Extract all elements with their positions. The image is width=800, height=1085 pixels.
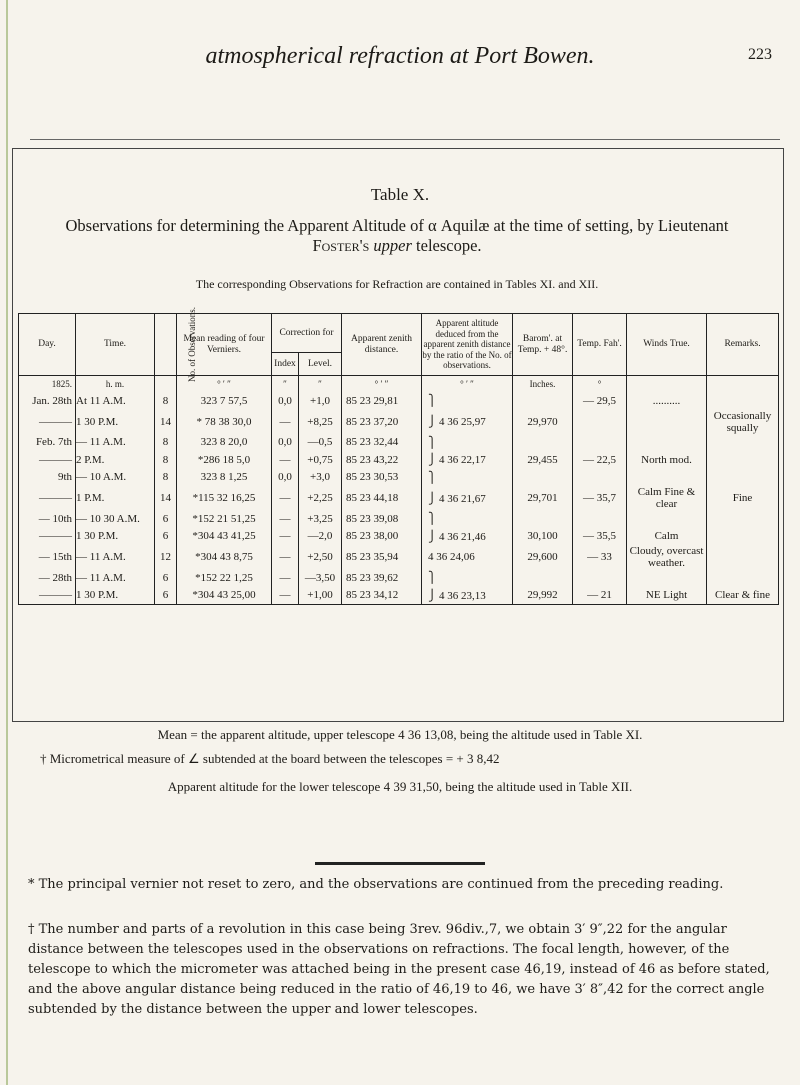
units-row bbox=[19, 376, 779, 393]
cell-level: +3,0 bbox=[299, 469, 342, 487]
cell-altitude: ⎭ 4 36 21,67 bbox=[422, 486, 513, 510]
cell-altitude: 4 36 24,06 bbox=[422, 545, 513, 569]
cell-count: 6 bbox=[155, 587, 177, 605]
cell-level: +3,25 bbox=[299, 510, 342, 528]
page-number: 223 bbox=[748, 46, 772, 63]
cell-day: Feb. 7th bbox=[19, 434, 76, 452]
cell-remark: Occasionally squally bbox=[707, 410, 779, 434]
cell-level: +1,0 bbox=[299, 392, 342, 410]
cell-zenith: 85 23 30,53 bbox=[342, 469, 422, 487]
table-row bbox=[19, 569, 779, 587]
cell-mean: *115 32 16,25 bbox=[177, 486, 272, 510]
table-row bbox=[19, 392, 779, 410]
cell-barom: 29,455 bbox=[513, 451, 573, 469]
cell-day: ——— bbox=[19, 587, 76, 605]
cell-barom: 29,992 bbox=[513, 587, 573, 605]
cell-count: 6 bbox=[155, 569, 177, 587]
cell-time: — 11 A.M. bbox=[76, 545, 155, 569]
cell-count: 8 bbox=[155, 434, 177, 452]
cell-mean: *152 22 1,25 bbox=[177, 569, 272, 587]
cell-barom bbox=[513, 434, 573, 452]
cell-time: At 11 A.M. bbox=[76, 392, 155, 410]
cell-count: 8 bbox=[155, 469, 177, 487]
table-row bbox=[19, 451, 779, 469]
cell-zenith: 85 23 43,22 bbox=[342, 451, 422, 469]
cell-wind: Cloudy, overcast weather. bbox=[627, 545, 707, 569]
cell-mean: 323 8 20,0 bbox=[177, 434, 272, 452]
cell-remark bbox=[707, 545, 779, 569]
cell-wind: Calm bbox=[627, 528, 707, 546]
table-row bbox=[19, 434, 779, 452]
cell-level: —3,50 bbox=[299, 569, 342, 587]
cell-mean: *152 21 51,25 bbox=[177, 510, 272, 528]
header-day: Day. bbox=[19, 314, 76, 376]
header-remarks: Remarks. bbox=[707, 314, 779, 376]
cell-mean: 323 8 1,25 bbox=[177, 469, 272, 487]
table-row bbox=[19, 528, 779, 546]
cell-temp: — 33 bbox=[573, 545, 627, 569]
cell-level: +1,00 bbox=[299, 587, 342, 605]
cell-altitude: ⎭ 4 36 25,97 bbox=[422, 410, 513, 434]
cell-remark: Fine bbox=[707, 486, 779, 510]
table-row bbox=[19, 469, 779, 487]
cell-level: +0,75 bbox=[299, 451, 342, 469]
page-header bbox=[0, 43, 800, 73]
cell-zenith: 85 23 32,44 bbox=[342, 434, 422, 452]
cell-wind: Calm Fine & clear bbox=[627, 486, 707, 510]
cell-index: — bbox=[272, 569, 299, 587]
cell-time: — 10 A.M. bbox=[76, 469, 155, 487]
header-barom: Barom'. at Temp. + 48°. bbox=[513, 314, 573, 376]
cell-altitude: ⎭ 4 36 21,46 bbox=[422, 528, 513, 546]
mean-line: Mean = the apparent altitude, upper telescope 4 36 13,08, being the altitude used in Table XI. bbox=[157, 727, 643, 742]
cell-remark bbox=[707, 469, 779, 487]
units-winds bbox=[627, 376, 707, 393]
cell-index: — bbox=[272, 451, 299, 469]
cell-count: 14 bbox=[155, 410, 177, 434]
caption-name: Foster's bbox=[312, 236, 370, 255]
cell-altitude: ⎫ bbox=[422, 392, 513, 410]
table-caption bbox=[12, 216, 782, 256]
cell-zenith: 85 23 29,81 bbox=[342, 392, 422, 410]
cell-zenith: 85 23 35,94 bbox=[342, 545, 422, 569]
cell-barom: 29,600 bbox=[513, 545, 573, 569]
footnote-dagger: † The number and parts of a revolution in this case being 3rev. 96div.,7, we obtain 3′ 9″,22 for the angular distance between the telescopes used in the observations on refractions. The focal length, however, of the telescope to which the micrometer was attached being in the present case 46,19, instead of 46 as before stated, and the above angular distance being reduced in the ratio of 46,19 to 46, we have 3′ 8″,42 for the correct angle subtended by the distance between the upper and lower telescopes. bbox=[28, 922, 770, 1017]
cell-time: — 11 A.M. bbox=[76, 569, 155, 587]
table-subcaption: The corresponding Observations for Refraction are contained in Tables XI. and XII. bbox=[195, 277, 599, 291]
cell-wind bbox=[627, 469, 707, 487]
cell-altitude: ⎫ bbox=[422, 434, 513, 452]
top-rule bbox=[30, 139, 780, 140]
table-title: Table X. bbox=[370, 185, 430, 204]
micrometer-line: † Micrometrical measure of ∠ subtended at the board between the telescopes = + 3 8,42 bbox=[40, 751, 500, 766]
cell-mean: *304 43 41,25 bbox=[177, 528, 272, 546]
cell-count: 14 bbox=[155, 486, 177, 510]
cell-zenith: 85 23 39,62 bbox=[342, 569, 422, 587]
caption-alpha: α bbox=[427, 216, 437, 235]
cell-count: 8 bbox=[155, 392, 177, 410]
cell-temp bbox=[573, 410, 627, 434]
cell-mean: * 78 38 30,0 bbox=[177, 410, 272, 434]
cell-day: ——— bbox=[19, 410, 76, 434]
header-time: Time. bbox=[76, 314, 155, 376]
cell-time: 1 P.M. bbox=[76, 486, 155, 510]
cell-remark bbox=[707, 392, 779, 410]
cell-remark bbox=[707, 451, 779, 469]
running-title: atmospherical refraction at Port Bowen. bbox=[205, 43, 595, 69]
units-year: 1825. bbox=[19, 376, 76, 393]
units-time: h. m. bbox=[76, 376, 155, 393]
page-edge-line bbox=[6, 0, 8, 1085]
units-barom: Inches. bbox=[513, 376, 573, 393]
cell-mean: *304 43 8,75 bbox=[177, 545, 272, 569]
header-no-obs bbox=[155, 306, 197, 382]
cell-index: 0,0 bbox=[272, 392, 299, 410]
cell-temp: — 22,5 bbox=[573, 451, 627, 469]
caption-part-b: Aquilæ at the time of setting, by Lieutenant bbox=[440, 216, 729, 235]
header-apparent-zenith: Apparent zenith distance. bbox=[342, 314, 422, 376]
cell-index: — bbox=[272, 510, 299, 528]
units-remarks bbox=[707, 376, 779, 393]
table-row bbox=[19, 486, 779, 510]
cell-count: 12 bbox=[155, 545, 177, 569]
header-index: Index bbox=[272, 353, 299, 376]
cell-wind: NE Light bbox=[627, 587, 707, 605]
cell-day: ——— bbox=[19, 528, 76, 546]
cell-barom bbox=[513, 392, 573, 410]
cell-time: 2 P.M. bbox=[76, 451, 155, 469]
cell-wind: North mod. bbox=[627, 451, 707, 469]
cell-time: — 10 30 A.M. bbox=[76, 510, 155, 528]
cell-day: ——— bbox=[19, 486, 76, 510]
cell-altitude: ⎫ bbox=[422, 469, 513, 487]
cell-time: — 11 A.M. bbox=[76, 434, 155, 452]
caption-part-a: Observations for determining the Apparent Altitude of bbox=[65, 216, 424, 235]
cell-barom: 29,970 bbox=[513, 410, 573, 434]
cell-day: — 15th bbox=[19, 545, 76, 569]
cell-temp bbox=[573, 569, 627, 587]
table-row bbox=[19, 587, 779, 605]
caption-part-d: telescope. bbox=[416, 236, 482, 255]
units-zenith: ° ′ ″ bbox=[342, 376, 422, 393]
cell-level: +8,25 bbox=[299, 410, 342, 434]
cell-temp bbox=[573, 469, 627, 487]
cell-index: — bbox=[272, 486, 299, 510]
footnote-rule bbox=[315, 862, 485, 865]
header-mean-reading: Mean reading of four Verniers. bbox=[177, 314, 272, 376]
lower-telescope-line: Apparent altitude for the lower telescope 4 39 31,50, being the altitude used in Table XII. bbox=[167, 779, 633, 794]
cell-level: —0,5 bbox=[299, 434, 342, 452]
cell-altitude: ⎭ 4 36 23,13 bbox=[422, 587, 513, 605]
observations-table bbox=[18, 306, 779, 605]
cell-remark bbox=[707, 434, 779, 452]
cell-altitude: ⎫ bbox=[422, 569, 513, 587]
cell-wind bbox=[627, 434, 707, 452]
cell-time: 1 30 P.M. bbox=[76, 587, 155, 605]
cell-mean: 323 7 57,5 bbox=[177, 392, 272, 410]
cell-zenith: 85 23 34,12 bbox=[342, 587, 422, 605]
table-row bbox=[19, 510, 779, 528]
units-mean: ° ′ ″ bbox=[177, 376, 272, 393]
header-correction: Correction for bbox=[272, 314, 342, 353]
header-winds: Winds True. bbox=[627, 314, 707, 376]
cell-day: — 10th bbox=[19, 510, 76, 528]
cell-remark: Clear & fine bbox=[707, 587, 779, 605]
units-index: ″ bbox=[272, 376, 299, 393]
cell-remark bbox=[707, 569, 779, 587]
cell-count: 6 bbox=[155, 528, 177, 546]
table-row bbox=[19, 545, 779, 569]
cell-level: +2,25 bbox=[299, 486, 342, 510]
units-altitude: ° ′ ″ bbox=[422, 376, 513, 393]
cell-index: — bbox=[272, 545, 299, 569]
cell-temp: — 35,7 bbox=[573, 486, 627, 510]
cell-day: Jan. 28th bbox=[19, 392, 76, 410]
cell-mean: *304 43 25,00 bbox=[177, 587, 272, 605]
header-no-obs-label: No. of Observations. bbox=[187, 306, 197, 382]
cell-zenith: 85 23 44,18 bbox=[342, 486, 422, 510]
cell-index: — bbox=[272, 587, 299, 605]
cell-temp bbox=[573, 510, 627, 528]
cell-level: —2,0 bbox=[299, 528, 342, 546]
cell-remark bbox=[707, 528, 779, 546]
cell-wind bbox=[627, 569, 707, 587]
cell-day: — 28th bbox=[19, 569, 76, 587]
cell-day: ——— bbox=[19, 451, 76, 469]
cell-index: — bbox=[272, 410, 299, 434]
cell-wind bbox=[627, 410, 707, 434]
cell-barom: 30,100 bbox=[513, 528, 573, 546]
cell-index: 0,0 bbox=[272, 434, 299, 452]
header-apparent-altitude: Apparent altitude deduced from the apparent zenith distance by the ratio of the No. of observations. bbox=[422, 314, 513, 376]
cell-altitude: ⎭ 4 36 22,17 bbox=[422, 451, 513, 469]
units-level: ″ bbox=[299, 376, 342, 393]
cell-barom bbox=[513, 569, 573, 587]
cell-temp: — 35,5 bbox=[573, 528, 627, 546]
cell-zenith: 85 23 38,00 bbox=[342, 528, 422, 546]
cell-barom bbox=[513, 469, 573, 487]
header-level: Level. bbox=[299, 353, 342, 376]
cell-remark bbox=[707, 510, 779, 528]
cell-day: 9th bbox=[19, 469, 76, 487]
cell-time: 1 30 P.M. bbox=[76, 410, 155, 434]
cell-barom: 29,701 bbox=[513, 486, 573, 510]
cell-zenith: 85 23 37,20 bbox=[342, 410, 422, 434]
cell-temp bbox=[573, 434, 627, 452]
cell-wind bbox=[627, 510, 707, 528]
cell-wind: .......... bbox=[627, 392, 707, 410]
cell-altitude: ⎫ bbox=[422, 510, 513, 528]
header-temp: Temp. Fah'. bbox=[573, 314, 627, 376]
caption-upper: upper bbox=[373, 236, 412, 255]
cell-count: 8 bbox=[155, 451, 177, 469]
cell-count: 6 bbox=[155, 510, 177, 528]
cell-temp: — 29,5 bbox=[573, 392, 627, 410]
units-temp: ° bbox=[573, 376, 627, 393]
cell-time: 1 30 P.M. bbox=[76, 528, 155, 546]
cell-barom bbox=[513, 510, 573, 528]
units-blank bbox=[155, 376, 177, 393]
cell-index: — bbox=[272, 528, 299, 546]
cell-index: 0,0 bbox=[272, 469, 299, 487]
cell-level: +2,50 bbox=[299, 545, 342, 569]
cell-temp: — 21 bbox=[573, 587, 627, 605]
footnote-star: * The principal vernier not reset to zero, and the observations are continued from the preceding reading. bbox=[28, 877, 724, 892]
cell-zenith: 85 23 39,08 bbox=[342, 510, 422, 528]
cell-mean: *286 18 5,0 bbox=[177, 451, 272, 469]
table-row bbox=[19, 410, 779, 434]
